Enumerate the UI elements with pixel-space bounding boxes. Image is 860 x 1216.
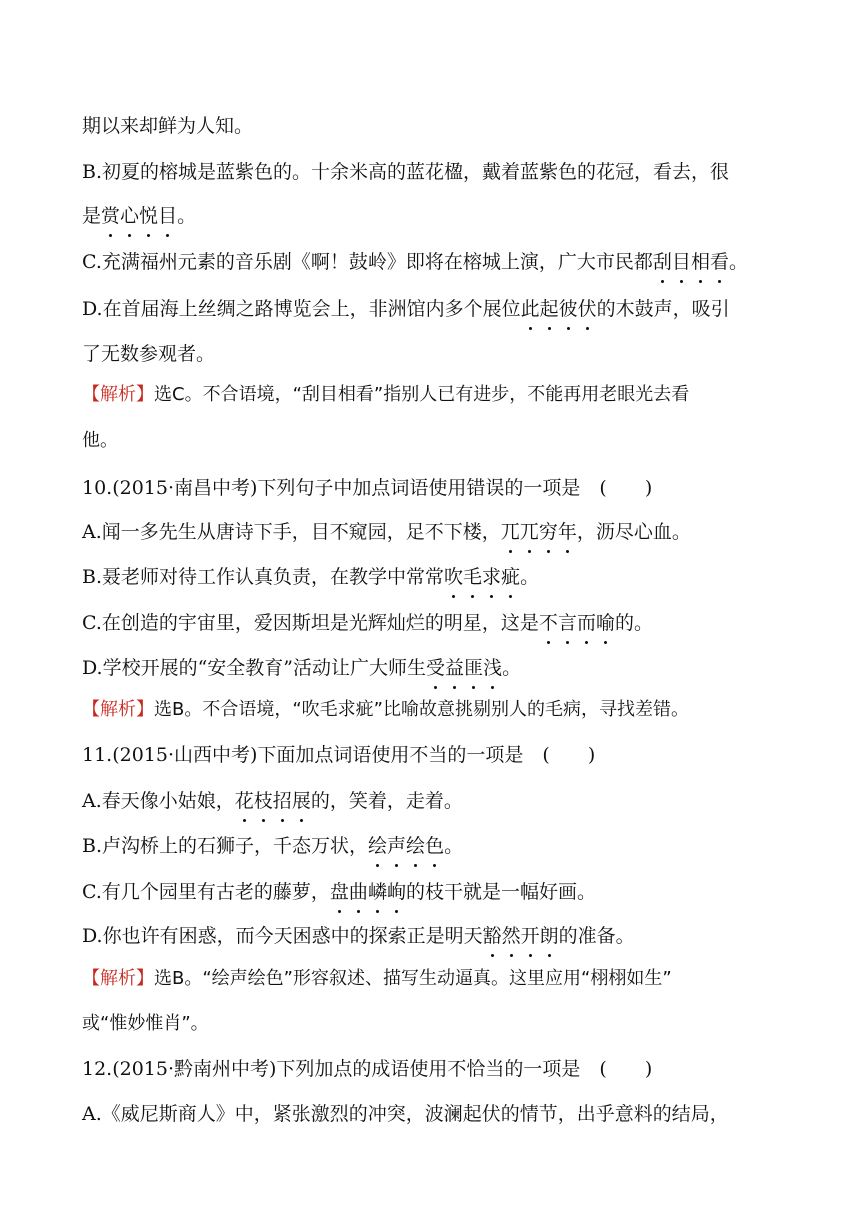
text-segment: 。 (728, 251, 748, 273)
analysis-line (82, 381, 820, 409)
text-line (82, 922, 820, 950)
dotted-phrase: 赏心悦目 (101, 205, 177, 227)
text-segment: 的木鼓声，吸引 (596, 298, 730, 320)
analysis-line (82, 965, 820, 993)
text-segment: C.在创造的宇宙里，爱因斯坦是光辉灿烂的明星，这是 (82, 612, 539, 634)
text-segment: 12.(2015·黔南州中考)下列加点的成语使用不恰当的一项是 ( ) (82, 1058, 653, 1080)
analysis-line (82, 427, 820, 455)
text-segment: D.你也许有困惑，而今天困惑中的探索正是明天 (82, 925, 483, 947)
text-segment: B.聂老师对待工作认真负责，在教学中常常 (82, 566, 445, 588)
text-line (82, 518, 820, 546)
dotted-phrase: 豁然开朗 (483, 925, 559, 947)
dotted-phrase: 刮目相看 (653, 251, 729, 273)
text-segment: 期以来却鲜为人知。 (82, 115, 254, 137)
text-line (82, 1055, 820, 1083)
text-line (82, 474, 820, 502)
text-segment: A.《威尼斯商人》中，紧张激烈的冲突，波澜起伏的情节，出乎意料的结局， (82, 1103, 729, 1125)
text-segment: 他。 (82, 430, 118, 451)
analysis-tag: 【解析】 (82, 699, 154, 720)
dotted-phrase: 绘声绘色 (368, 835, 444, 857)
dotted-phrase: 吹毛求疵 (444, 566, 520, 588)
text-line (82, 878, 820, 906)
text-line (82, 202, 820, 230)
text-segment: C.有几个园里有古老的藤萝， (82, 881, 330, 903)
text-line (82, 340, 820, 368)
text-segment: 。 (444, 835, 464, 857)
dotted-phrase: 受益匪浅 (426, 657, 502, 679)
text-line (82, 741, 820, 769)
text-segment: 10.(2015·南昌中考)下列句子中加点词语使用错误的一项是 ( ) (82, 477, 653, 499)
text-segment: 的准备。 (558, 925, 635, 947)
text-segment: 选C。不合语境，“刮目相看”指别人已有进步，不能再用老眼光去看 (154, 384, 690, 405)
dotted-phrase: 不言而喻 (539, 612, 615, 634)
text-segment: 或“惟妙惟肖”。 (82, 1013, 209, 1034)
text-line (82, 158, 820, 186)
text-line (82, 787, 820, 815)
analysis-tag: 【解析】 (82, 968, 154, 989)
text-segment: B.初夏的榕城是蓝紫色的。十余米高的蓝花楹，戴着蓝紫色的花冠，看去，很 (82, 161, 730, 183)
text-line (82, 112, 820, 140)
text-segment: 选B。不合语境，“吹毛求疵”比喻故意挑剔别人的毛病，寻找差错。 (154, 699, 689, 720)
text-line (82, 248, 820, 276)
text-segment: 了无数参观者。 (82, 343, 216, 365)
analysis-line (82, 696, 820, 724)
text-segment: 是 (82, 205, 102, 227)
text-segment: 。 (177, 205, 197, 227)
text-line (82, 295, 820, 323)
text-line (82, 1100, 820, 1128)
text-segment: ，沥尽心血。 (576, 521, 691, 543)
text-segment: D.在首届海上丝绸之路博览会上，非洲馆内多个展位 (82, 298, 521, 320)
text-segment: 的，笑着，走着。 (310, 790, 463, 812)
text-segment: 的。 (614, 612, 653, 634)
text-line (82, 563, 820, 591)
text-line (82, 654, 820, 682)
analysis-line (82, 1010, 820, 1038)
text-segment: 的枝干就是一幅好画。 (405, 881, 596, 903)
dotted-phrase: 盘曲嶙峋 (330, 881, 406, 903)
text-segment: 11.(2015·山西中考)下面加点词语使用不当的一项是 ( ) (82, 744, 596, 766)
text-segment: B.卢沟桥上的石狮子，千态万状， (82, 835, 369, 857)
dotted-phrase: 花枝招展 (235, 790, 311, 812)
text-segment: A.春天像小姑娘， (82, 790, 235, 812)
analysis-tag: 【解析】 (82, 384, 154, 405)
text-segment: 。 (502, 657, 522, 679)
text-line (82, 832, 820, 860)
text-segment: D.学校开展的“安全教育”活动让广大师生 (82, 657, 427, 679)
text-segment: C.充满福州元素的音乐剧《啊！鼓岭》即将在榕城上演，广大市民都 (82, 251, 653, 273)
text-line (82, 609, 820, 637)
text-segment: A.闻一多先生从唐诗下手，目不窥园，足不下楼， (82, 521, 501, 543)
dotted-phrase: 兀兀穷年 (501, 521, 577, 543)
text-segment: 。 (520, 566, 540, 588)
text-segment: 选B。“绘声绘色”形容叙述、描写生动逼真。这里应用“栩栩如生” (154, 968, 672, 989)
dotted-phrase: 此起彼伏 (521, 298, 597, 320)
